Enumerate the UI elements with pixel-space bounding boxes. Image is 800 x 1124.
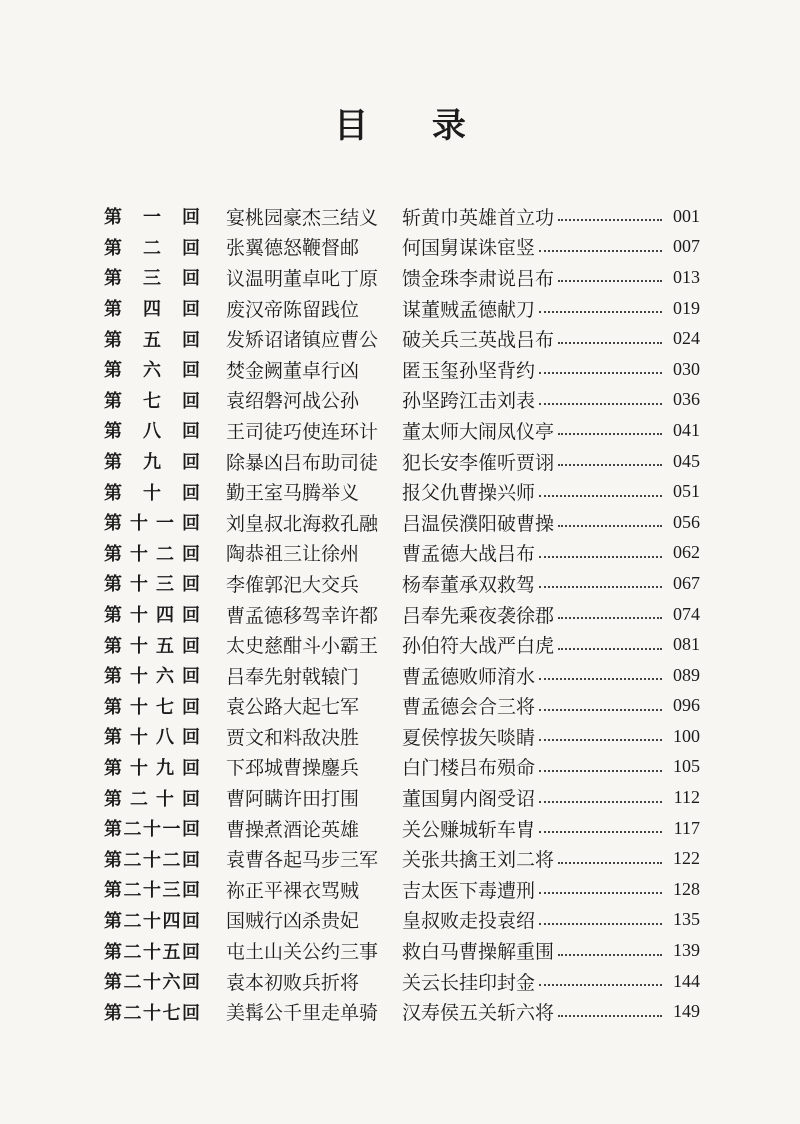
chapter-number: 第十一回 bbox=[104, 513, 200, 535]
dot-leader bbox=[539, 586, 662, 588]
dot-leader bbox=[558, 342, 662, 344]
chapter-title-second: 何国舅谋诛宦竖 bbox=[402, 237, 536, 260]
page-number: 007 bbox=[673, 236, 700, 257]
page-number: 149 bbox=[673, 1001, 700, 1022]
dot-leader bbox=[558, 954, 662, 956]
chapter-number: 第十回 bbox=[104, 482, 200, 504]
chapter-number: 第十二回 bbox=[104, 543, 200, 565]
chapter-number: 第四回 bbox=[104, 299, 200, 321]
toc-entry bbox=[104, 782, 700, 813]
toc-entry bbox=[104, 966, 700, 997]
chapter-title-first: 太史慈酣斗小霸王 bbox=[226, 635, 379, 658]
chapter-title-second: 董太师大闹凤仪亭 bbox=[402, 420, 555, 443]
toc-entry bbox=[104, 385, 700, 416]
chapter-title-second: 关云长挂印封金 bbox=[402, 971, 536, 994]
page-number: 144 bbox=[673, 970, 700, 991]
dot-leader bbox=[539, 311, 662, 313]
toc-entry bbox=[104, 935, 700, 966]
page-number: 056 bbox=[673, 511, 700, 532]
chapter-title-first: 曹操煮酒论英雄 bbox=[226, 818, 360, 841]
page-number: 036 bbox=[673, 389, 700, 410]
chapter-title-first: 吕奉先射戟辕门 bbox=[226, 665, 360, 688]
dot-leader bbox=[558, 219, 662, 221]
page-title: 目 录 bbox=[334, 106, 492, 146]
page-number: 013 bbox=[673, 266, 700, 287]
page-number: 122 bbox=[673, 848, 700, 869]
page-number: 001 bbox=[673, 205, 700, 226]
toc-entry bbox=[104, 293, 700, 324]
chapter-title-second: 夏侯惇拔矢啖睛 bbox=[402, 726, 536, 749]
toc-entry bbox=[104, 629, 700, 660]
toc-entry bbox=[104, 874, 700, 905]
chapter-number: 第十八回 bbox=[104, 727, 200, 749]
chapter-title-first: 废汉帝陈留践位 bbox=[226, 298, 360, 321]
toc-entry bbox=[104, 843, 700, 874]
chapter-title-first: 张翼德怒鞭督邮 bbox=[226, 237, 360, 260]
chapter-title-second: 报父仇曹操兴师 bbox=[402, 482, 536, 505]
page-number: 045 bbox=[673, 450, 700, 471]
dot-leader bbox=[539, 770, 662, 772]
chapter-title-second: 吕温侯濮阳破曹操 bbox=[402, 512, 555, 535]
chapter-title-first: 袁绍磐河战公孙 bbox=[226, 390, 360, 413]
page-number: 024 bbox=[673, 328, 700, 349]
toc-entry bbox=[104, 507, 700, 538]
page-number: 128 bbox=[673, 878, 700, 899]
toc-entry bbox=[104, 599, 700, 630]
toc-entry bbox=[104, 813, 700, 844]
dot-leader bbox=[539, 678, 662, 680]
toc-entry bbox=[104, 996, 700, 1027]
chapter-number: 第一回 bbox=[104, 207, 200, 229]
toc-entry bbox=[104, 201, 700, 232]
dot-leader bbox=[539, 831, 662, 833]
chapter-number: 第二十回 bbox=[104, 788, 200, 810]
chapter-title-first: 袁曹各起马步三军 bbox=[226, 849, 379, 872]
chapter-number: 第十四回 bbox=[104, 605, 200, 627]
toc-entry bbox=[104, 323, 700, 354]
dot-leader bbox=[539, 923, 662, 925]
table-of-contents bbox=[104, 201, 700, 1027]
chapter-number: 第三回 bbox=[104, 268, 200, 290]
toc-entry bbox=[104, 691, 700, 722]
chapter-title-first: 曹孟德移驾幸许都 bbox=[226, 604, 379, 627]
toc-entry bbox=[104, 232, 700, 263]
chapter-number: 第十六回 bbox=[104, 666, 200, 688]
dot-leader bbox=[558, 433, 662, 435]
chapter-number: 第二十五回 bbox=[104, 941, 200, 963]
page-number: 030 bbox=[673, 358, 700, 379]
chapter-number: 第二十四回 bbox=[104, 910, 200, 932]
chapter-title-first: 议温明董卓叱丁原 bbox=[226, 267, 379, 290]
chapter-title-first: 国贼行凶杀贵妃 bbox=[226, 910, 360, 933]
chapter-title-first: 宴桃园豪杰三结义 bbox=[226, 206, 379, 229]
chapter-title-second: 吉太医下毒遭刑 bbox=[402, 879, 536, 902]
chapter-title-first: 勤王室马腾举义 bbox=[226, 482, 360, 505]
chapter-title-first: 王司徒巧使连环计 bbox=[226, 420, 379, 443]
chapter-number: 第十七回 bbox=[104, 696, 200, 718]
chapter-title-first: 袁公路大起七军 bbox=[226, 696, 360, 719]
dot-leader bbox=[558, 464, 662, 466]
chapter-title-first: 曹阿瞒许田打围 bbox=[226, 788, 360, 811]
chapter-number: 第十五回 bbox=[104, 635, 200, 657]
chapter-title-second: 曹孟德大战吕布 bbox=[402, 543, 536, 566]
dot-leader bbox=[558, 648, 662, 650]
page-number: 117 bbox=[673, 817, 700, 838]
dot-leader bbox=[539, 801, 662, 803]
chapter-number: 第十三回 bbox=[104, 574, 200, 596]
chapter-title-first: 焚金阙董卓行凶 bbox=[226, 359, 360, 382]
chapter-title-first: 李傕郭汜大交兵 bbox=[226, 573, 360, 596]
toc-entry bbox=[104, 568, 700, 599]
dot-leader bbox=[539, 556, 662, 558]
dot-leader bbox=[539, 250, 662, 252]
chapter-number: 第二十七回 bbox=[104, 1002, 200, 1024]
toc-entry bbox=[104, 262, 700, 293]
chapter-title-second: 白门楼吕布殒命 bbox=[402, 757, 536, 780]
chapter-title-first: 陶恭祖三让徐州 bbox=[226, 543, 360, 566]
chapter-title-second: 馈金珠李肃说吕布 bbox=[402, 267, 555, 290]
chapter-number: 第二十二回 bbox=[104, 849, 200, 871]
chapter-number: 第二十一回 bbox=[104, 819, 200, 841]
toc-entry bbox=[104, 538, 700, 569]
page-number: 139 bbox=[673, 940, 700, 961]
chapter-title-first: 屯土山关公约三事 bbox=[226, 941, 379, 964]
chapter-title-first: 刘皇叔北海救孔融 bbox=[226, 512, 379, 535]
page-number: 105 bbox=[673, 756, 700, 777]
chapter-title-second: 孙坚跨江击刘表 bbox=[402, 390, 536, 413]
toc-entry bbox=[104, 415, 700, 446]
chapter-title-second: 吕奉先乘夜袭徐郡 bbox=[402, 604, 555, 627]
chapter-title-first: 下邳城曹操鏖兵 bbox=[226, 757, 360, 780]
page-number: 051 bbox=[673, 481, 700, 502]
chapter-title-second: 曹孟德会合三将 bbox=[402, 696, 536, 719]
chapter-number: 第五回 bbox=[104, 329, 200, 351]
dot-leader bbox=[558, 1015, 662, 1017]
chapter-title-first: 祢正平裸衣骂贼 bbox=[226, 879, 360, 902]
dot-leader bbox=[539, 892, 662, 894]
dot-leader bbox=[558, 525, 662, 527]
chapter-title-second: 犯长安李傕听贾诩 bbox=[402, 451, 555, 474]
dot-leader bbox=[558, 280, 662, 282]
chapter-number: 第二十六回 bbox=[104, 972, 200, 994]
toc-entry bbox=[104, 476, 700, 507]
chapter-number: 第九回 bbox=[104, 452, 200, 474]
chapter-title-second: 斩黄巾英雄首立功 bbox=[402, 206, 555, 229]
chapter-title-second: 关张共擒王刘二将 bbox=[402, 849, 555, 872]
chapter-title-second: 杨奉董承双救驾 bbox=[402, 573, 536, 596]
chapter-title-second: 皇叔败走投袁绍 bbox=[402, 910, 536, 933]
chapter-title-first: 除暴凶吕布助司徒 bbox=[226, 451, 379, 474]
dot-leader bbox=[539, 709, 662, 711]
chapter-title-second: 破关兵三英战吕布 bbox=[402, 329, 555, 352]
toc-entry bbox=[104, 660, 700, 691]
dot-leader bbox=[539, 495, 662, 497]
chapter-number: 第八回 bbox=[104, 421, 200, 443]
page-number: 096 bbox=[673, 695, 700, 716]
chapter-title-second: 汉寿侯五关斩六将 bbox=[402, 1002, 555, 1025]
chapter-title-second: 曹孟德败师淯水 bbox=[402, 665, 536, 688]
chapter-title-second: 关公赚城斩车胄 bbox=[402, 818, 536, 841]
chapter-title-second: 孙伯符大战严白虎 bbox=[402, 635, 555, 658]
page-number: 089 bbox=[673, 664, 700, 685]
chapter-title-second: 谋董贼孟德献刀 bbox=[402, 298, 536, 321]
page-number: 112 bbox=[673, 787, 700, 808]
page-number: 135 bbox=[673, 909, 700, 930]
dot-leader bbox=[539, 403, 662, 405]
dot-leader bbox=[539, 372, 662, 374]
chapter-number: 第十九回 bbox=[104, 757, 200, 779]
chapter-title-first: 美髯公千里走单骑 bbox=[226, 1002, 379, 1025]
chapter-title-first: 贾文和料敌决胜 bbox=[226, 726, 360, 749]
dot-leader bbox=[539, 739, 662, 741]
toc-entry bbox=[104, 905, 700, 936]
page-number: 081 bbox=[673, 634, 700, 655]
chapter-title-first: 袁本初败兵折将 bbox=[226, 971, 360, 994]
dot-leader bbox=[558, 617, 662, 619]
dot-leader bbox=[558, 862, 662, 864]
toc-entry bbox=[104, 446, 700, 477]
chapter-number: 第二回 bbox=[104, 237, 200, 259]
chapter-number: 第二十三回 bbox=[104, 880, 200, 902]
toc-entry bbox=[104, 752, 700, 783]
chapter-number: 第六回 bbox=[104, 360, 200, 382]
chapter-title-second: 董国舅内阁受诏 bbox=[402, 788, 536, 811]
page-number: 100 bbox=[673, 725, 700, 746]
chapter-number: 第七回 bbox=[104, 390, 200, 412]
toc-entry bbox=[104, 721, 700, 752]
chapter-title-second: 匿玉玺孙坚背约 bbox=[402, 359, 536, 382]
dot-leader bbox=[539, 984, 662, 986]
toc-entry bbox=[104, 354, 700, 385]
chapter-title-second: 救白马曹操解重围 bbox=[402, 941, 555, 964]
page-number: 019 bbox=[673, 297, 700, 318]
page-number: 067 bbox=[673, 572, 700, 593]
page-number: 074 bbox=[673, 603, 700, 624]
page-number: 062 bbox=[673, 542, 700, 563]
page-number: 041 bbox=[673, 419, 700, 440]
chapter-title-first: 发矫诏诸镇应曹公 bbox=[226, 329, 379, 352]
